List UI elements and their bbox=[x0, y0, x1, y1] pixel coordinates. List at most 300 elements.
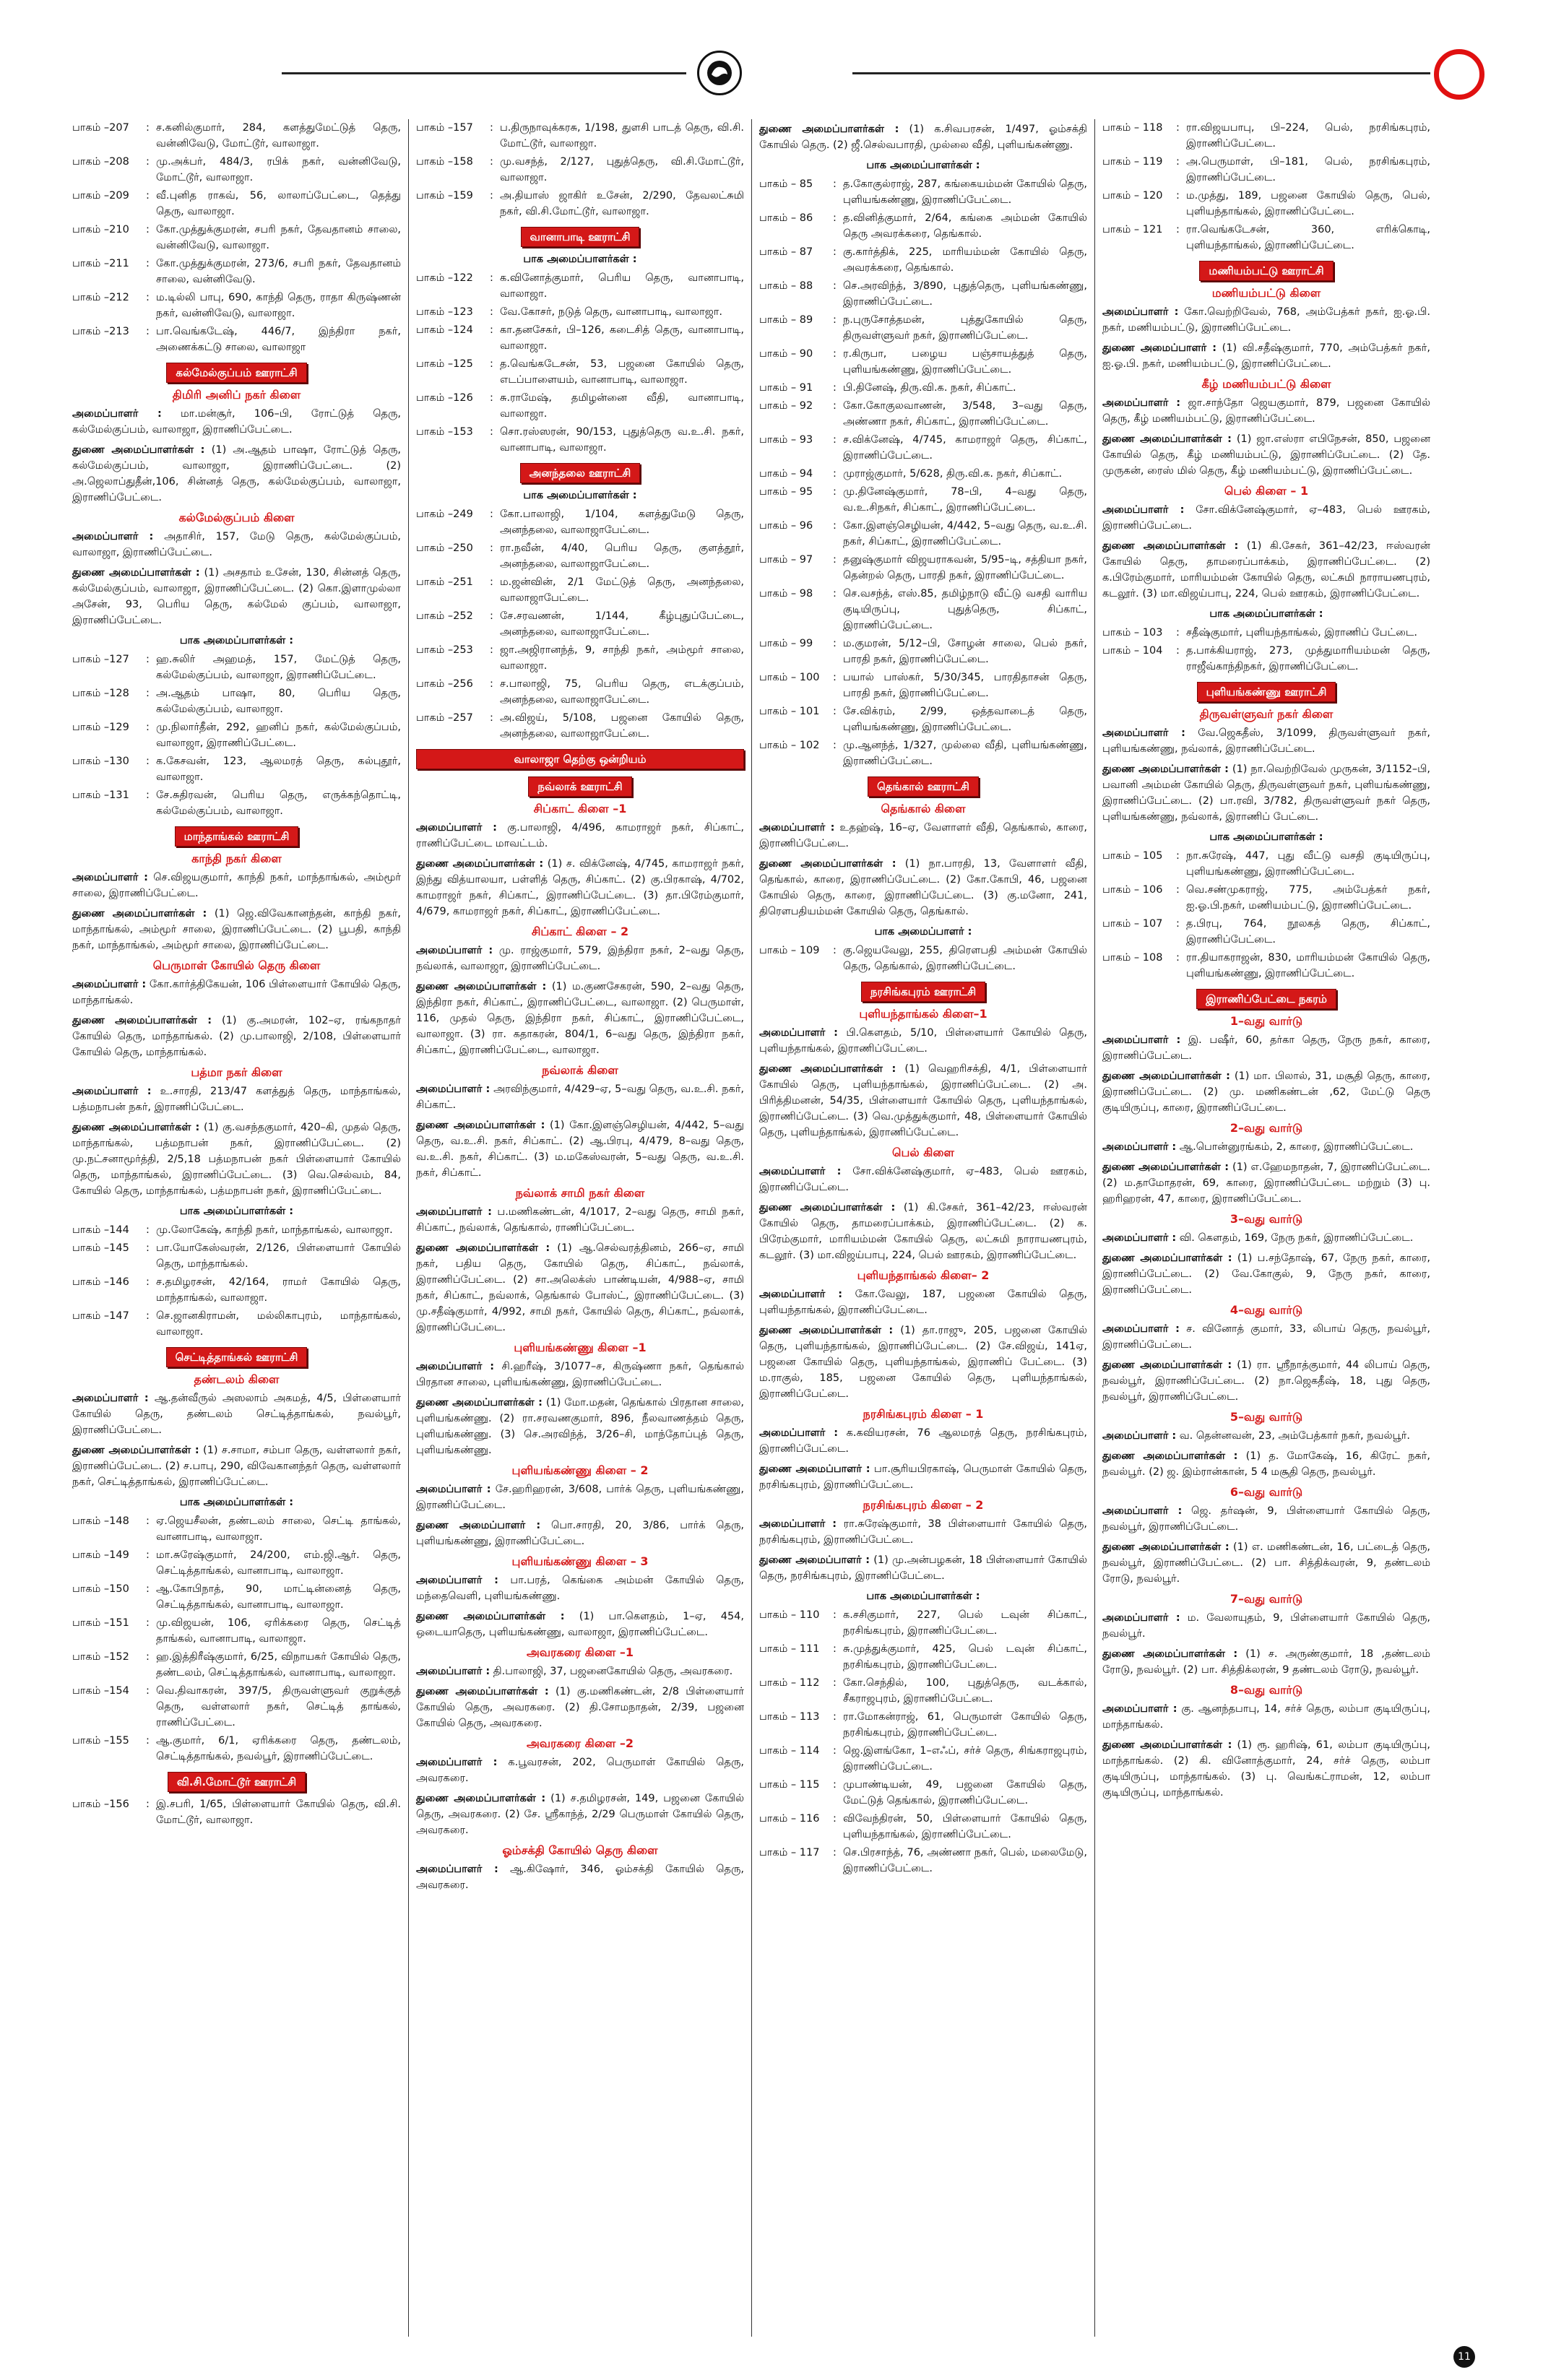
booth-person: ச.தமிழரசன், 42/164, ராமர் கோயில் தெரு, மாந்தாங்கல், வாலாஜா. bbox=[156, 1276, 401, 1304]
branch-heading: 5–வது வார்டு bbox=[1229, 1410, 1303, 1424]
booth-number: பாகம் – 99 bbox=[759, 638, 813, 649]
booth-person: மு.விஜயன், 106, ஏரிக்கரை தெரு, செட்டித் தாங்கல், வானாபாடி, வாலாஜா. bbox=[156, 1617, 401, 1645]
separator: : bbox=[146, 326, 150, 337]
role-details: (1) த. மோகேஷ், 16, கிரேட் நகர், நவல்பூர். (2) ஜ. இம்ரான்கான், 5 4 மசூதி தெரு, நவல்பூர். bbox=[1102, 1450, 1430, 1478]
booth-number: பாகம் –211 bbox=[72, 258, 129, 269]
booth-number: பாகம் – 87 bbox=[759, 246, 813, 258]
branch-heading: நவ்லாக் கிளை bbox=[542, 1063, 618, 1077]
organizer-paragraph bbox=[416, 979, 744, 1058]
separator: : bbox=[146, 1735, 150, 1747]
section-subheading: பாக அமைப்பாளர்கள் : bbox=[1209, 831, 1323, 843]
role-details: வே.ஜெகதீஸ், 3/1099, திருவள்ளுவர் நகர், புளியங்கண்ணு, நவ்லாக், இராணிப்பேட்டை. bbox=[1102, 727, 1431, 755]
role-label: துணை அமைப்பாளர்கள் : bbox=[416, 858, 544, 870]
booth-entry bbox=[759, 312, 1087, 344]
separator: : bbox=[833, 468, 837, 480]
role-details: பொ.சாரதி, 20, 3/86, பார்க் தெரு, புளியங்கண்ணு, இராணிப்பேட்டை. bbox=[416, 1520, 744, 1547]
booth-person: ர.கிருபா, பழைய பஞ்சாயத்துத் தெரு, புளியங்கண்ணு, இராணிப்பேட்டை. bbox=[843, 348, 1087, 376]
role-details: (1) ரா. ஸ்ரீநாத்குமார், 44 லிபாய் தெரு, நவல்பூர், இராணிப்பேட்டை. (2) நா.ஜெகதீஷ், 18, புது தெரு, நவல்பூர், இராணிப்பேட்டை. bbox=[1102, 1359, 1430, 1403]
organizer-paragraph bbox=[416, 1395, 744, 1458]
role-details: கோ.கார்த்திகேயன், 106 பிள்ளையார் கோயில் தெரு, மாந்தாங்கல். bbox=[72, 979, 401, 1006]
organizer-paragraph bbox=[1102, 1159, 1430, 1207]
role-details: ரா.சுரேஷ்குமார், 38 பிள்ளையார் கோயில் தெரு, நரசிங்கபுரம், இராணிப்பேட்டை. bbox=[759, 1518, 1088, 1546]
booth-number: பாகம் –150 bbox=[72, 1583, 129, 1595]
booth-number: பாகம் –253 bbox=[416, 644, 473, 656]
role-label: அமைப்பாளர் : bbox=[416, 1083, 490, 1095]
role-details: (1) நா.வெற்றிவேல் முருகன், 3/1152–பி, பவானி அம்மன் கோயில் தெரு, திருவள்ளுவர் நகர், புளியங்கண்ணு, இராணிப்பேட்டை. (2) பா.ரவி, 3/782, திருவள்ளுவர் நகர் தெரு, புளியங்கண்ணு, நவ்லாக், இராணிப் பேட்டை. bbox=[1102, 763, 1431, 823]
separator: : bbox=[146, 1651, 150, 1663]
booth-number: பாகம் –131 bbox=[72, 789, 129, 801]
panchayat-banner: நரசிங்கபுரம் ஊராட்சி bbox=[861, 982, 985, 1002]
booth-entry bbox=[72, 120, 401, 152]
separator: : bbox=[146, 1549, 150, 1561]
booth-person: ம.குமரன், 5/12–பி, சோழன் சாலை, பெல் நகர், பாரதி நகர், இராணிப்பேட்டை. bbox=[843, 638, 1087, 665]
organizer-paragraph bbox=[759, 1164, 1087, 1195]
booth-person: ஆ.குமார், 6/1, ஏரிக்கரை தெரு, தண்டலம், செட்டித்தாங்கல், நவல்பூர், இராணிப்பேட்டை. bbox=[156, 1735, 401, 1762]
section-subheading: பாக அமைப்பாளர்கள் : bbox=[523, 254, 637, 265]
separator: : bbox=[1176, 627, 1180, 639]
branch-heading: மணியம்பட்டு கிளை bbox=[1211, 286, 1321, 300]
booth-number: பாகம் – 90 bbox=[759, 348, 813, 360]
booth-number: பாகம் – 94 bbox=[759, 468, 813, 480]
booth-person: பி.தினேஷ், திரு.வி.க. நகர், சிப்காட். bbox=[843, 382, 1016, 394]
role-details: மா.மன்சூர், 106–பி, ரோட்டுத் தெரு, கல்மேல்குப்பம், வாலாஜா, இராணிப்பேட்டை. bbox=[72, 408, 401, 436]
role-label: அமைப்பாளர் : bbox=[72, 872, 148, 883]
role-details: உதஹ்ஷ், 16–ஏ, வேளாளர் வீதி, தெங்கால், காரை, இராணிப்பேட்டை. bbox=[759, 822, 1088, 849]
booth-person: சே.சுதிரவன், பெரிய தெரு, எருக்கந்தொட்டி, கல்மேல்குப்பம், வாலாஜா. bbox=[156, 789, 401, 817]
separator: : bbox=[833, 246, 837, 258]
role-label: துணை அமைப்பாளர்கள் : bbox=[1102, 1541, 1229, 1553]
role-label: அமைப்பாளர் : bbox=[759, 1427, 839, 1439]
role-details: வி. கௌதம், 169, நேரு நகர், இராணிப்பேட்டை. bbox=[1179, 1232, 1414, 1244]
role-label: அமைப்பாளர் : bbox=[1102, 397, 1181, 409]
booth-number: பாகம் – 111 bbox=[759, 1643, 820, 1655]
booth-entry bbox=[759, 210, 1087, 242]
role-label: அமைப்பாளர் : bbox=[759, 1289, 843, 1300]
role-details: (1) நா.பாரதி, 13, வேளாளர் வீதி, தெங்கால், காரை, இராணிப்பேட்டை. (2) கோ.கோபி, 46, பஜனை கோயில் தெரு, காரை, இராணிப்பேட்டை. (3) கு.மனோ, 241, திரௌபதியம்மன் கோயில் தெரு, தெங்கால். bbox=[759, 858, 1087, 917]
role-label: அமைப்பாளர் : bbox=[416, 945, 493, 956]
booth-number: பாகம் –250 bbox=[416, 542, 473, 554]
booth-number: பாகம் – 117 bbox=[759, 1847, 820, 1858]
role-label: துணை அமைப்பாளர்கள் : bbox=[1102, 433, 1232, 445]
separator: : bbox=[490, 190, 493, 202]
booth-entry bbox=[759, 518, 1087, 550]
branch-heading: ஓம்சக்தி கோயில் தெரு கிளை bbox=[502, 1843, 658, 1857]
branch-heading: தெங்கால் கிளை bbox=[881, 802, 966, 815]
separator: : bbox=[833, 1677, 837, 1689]
booth-entry bbox=[416, 608, 744, 640]
booth-entry bbox=[759, 1743, 1087, 1775]
separator: : bbox=[490, 610, 493, 622]
booth-number: பாகம் – 101 bbox=[759, 706, 820, 717]
organizer-paragraph bbox=[759, 1516, 1087, 1548]
panchayat-banner: கல்மேல்குப்பம் ஊராட்சி bbox=[166, 363, 306, 383]
section-subheading: பாக அமைப்பாளர்கள் : bbox=[179, 1497, 294, 1508]
booth-person: ம.முத்து, 189, பஜனை கோயில் தெரு, பெல், புளியந்தாங்கல், இராணிப்பேட்டை. bbox=[1186, 190, 1430, 217]
booth-entry bbox=[1102, 625, 1430, 641]
booth-number: பாகம் –145 bbox=[72, 1242, 129, 1254]
role-details: (1) கு.மணிகண்டன், 2/8 பிள்ளையார் கோயில் தெரு, அவரகரை. (2) தி.சோமநாதன், 2/39, பஜனை கோயில் தெரு, அவரகரை. bbox=[416, 1686, 745, 1729]
role-label: அமைப்பாளர் : bbox=[416, 1484, 491, 1495]
booth-entry bbox=[759, 346, 1087, 378]
organizer-paragraph bbox=[72, 529, 401, 561]
separator: : bbox=[490, 712, 493, 724]
booth-number: பாகம் – 103 bbox=[1102, 627, 1163, 639]
role-label: அமைப்பாளர் : bbox=[416, 1575, 498, 1586]
booth-number: பாகம் –210 bbox=[72, 224, 129, 235]
organizer-paragraph bbox=[416, 856, 744, 919]
column-2 bbox=[408, 119, 751, 2337]
booth-person: செ.வசந்த், எஸ்.85, தமிழ்நாடு வீட்டு வசதி வாரிய குடியிருப்பு, புதுத்தெரு, சிப்காட், இராணிப்பேட்டை. bbox=[843, 588, 1087, 631]
role-details: அதாசிர், 157, மேடு தெரு, கல்மேல்குப்பம், வாலாஜா, இராணிப்பேட்டை. bbox=[72, 531, 401, 558]
separator: : bbox=[833, 520, 837, 532]
panchayat-banner: வி.சி.மோட்டூர் ஊராட்சி bbox=[168, 1772, 306, 1792]
booth-person: ம.டில்லி பாபு, 690, காந்தி தெரு, ராதா கிருஷ்ணன் நகர், வன்னிவேடு, வாலாஜா. bbox=[156, 292, 401, 319]
booth-number: பாகம் –151 bbox=[72, 1617, 129, 1629]
booth-person: மா.சுரேஷ்குமார், 24/200, எம்.ஜி.ஆர். தெரு, செட்டித்தாங்கல், வானாபாடி, வாலாஜா. bbox=[156, 1549, 401, 1577]
separator: : bbox=[1176, 884, 1180, 896]
role-details: (1) ஜெ.விவேகானந்தன், காந்தி நகர், மாந்தாங்கல், அம்மூர் சாலை, இராணிப்பேட்டை. (2) பூபதி, காந்தி நகர், மாந்தாங்கல், அம்மூர் சாலை, இராணிப்பேட்டை. bbox=[72, 908, 401, 951]
organizer-paragraph bbox=[1102, 340, 1430, 372]
role-details: (1) வெஹரிசக்தி, 4/1, பிள்ளையார் கோயில் தெரு, புளியந்தாங்கல், இராணிப்பேட்டை. (2) அ. பிரித்திமனன், 54/35, பிள்ளையார் கோயில் தெரு, புளியந்தாங்கல், இராணிப்பேட்டை. (3) வெ.முத்துக்குமார், 48, பிள்ளையார் கோயில் தெரு, புளியந்தாங்கல், இராணிப்பேட்டை. bbox=[759, 1063, 1087, 1138]
panchayat-banner: அனந்தலை ஊராட்சி bbox=[520, 463, 641, 483]
role-label: துணை அமைப்பாளர்கள் : bbox=[416, 1793, 546, 1804]
booth-number: பாகம் –157 bbox=[416, 122, 473, 134]
separator: : bbox=[146, 1276, 150, 1288]
separator: : bbox=[833, 434, 837, 446]
role-details: (1) கி.சேகர், 361–42/23, ஈஸ்வரன் கோயில் தெரு, தாமரைப்பாக்கம், இராணிப்பேட்டை. (2) க. பிரேம்குமார், மாரியம்மன் கோயில் தெரு, லட்சுமி நாராயணபுரம், கடலூர். (3) மா.விஜய்பாபு, 224, பெல் ஊரகம், இராணிப்பேட்டை. bbox=[759, 1202, 1087, 1261]
role-details: (1) வி.சதீஷ்குமார், 770, அம்பேத்கர் நகர், ஐ.ஓ.பி. நகர், மணியம்பட்டு, இராணிப்பேட்டை. bbox=[1102, 342, 1430, 370]
booth-number: பாகம் – 107 bbox=[1102, 918, 1163, 930]
role-label: துணை அமைப்பாளர்கள் : bbox=[416, 1611, 565, 1622]
role-details: க.கவியரசன், 76 ஆலமரத் தெரு, நரசிங்கபுரம், இராணிப்பேட்டை. bbox=[759, 1427, 1088, 1455]
separator: : bbox=[833, 554, 837, 566]
booth-entry bbox=[416, 540, 744, 572]
booth-number: பாகம் –209 bbox=[72, 190, 129, 202]
booth-entry bbox=[72, 256, 401, 287]
booth-number: பாகம் –257 bbox=[416, 712, 473, 724]
separator: : bbox=[833, 280, 837, 292]
organizer-paragraph bbox=[72, 1390, 401, 1438]
role-label: துணை அமைப்பாளர்கள் : bbox=[72, 1122, 200, 1133]
organizer-paragraph bbox=[1102, 1610, 1430, 1642]
separator: : bbox=[1176, 918, 1180, 930]
booth-person: வெ.சண்முகராஜ், 775, அம்பேத்கர் நகர், ஐ.ஓ.பி.நகர், மணியம்பட்டு, இராணிப்பேட்டை. bbox=[1186, 884, 1430, 912]
booth-number: பாகம் – 115 bbox=[759, 1779, 820, 1791]
panchayat-banner: மாந்தாங்கல் ஊராட்சி bbox=[175, 826, 299, 847]
booth-entry bbox=[416, 424, 744, 456]
organizer-paragraph bbox=[416, 1240, 744, 1336]
booth-number: பாகம் – 104 bbox=[1102, 645, 1163, 657]
booth-number: பாகம் – 91 bbox=[759, 382, 813, 394]
separator: : bbox=[1176, 224, 1180, 235]
separator: : bbox=[146, 1224, 150, 1236]
panchayat-banner: வானாபாடி ஊராட்சி bbox=[521, 227, 640, 247]
role-details: சி.ஹரீஷ், 3/1077–ச, கிருஷ்ணா நகர், தெங்கால் பிரதான சாலை, புளியங்கண்ணு, இராணிப்பேட்டை. bbox=[416, 1361, 744, 1388]
role-details: ஜா.சாந்தோ ஜெயகுமார், 879, பஜனை கோயில் தெரு, கீழ் மணியம்பட்டு, இராணிப்பேட்டை. bbox=[1102, 397, 1431, 425]
role-label: அமைப்பாளர் : bbox=[1102, 1430, 1177, 1442]
role-details: (1) கி.சேகர், 361–42/23, ஈஸ்வரன் கோயில் தெரு, தாமரைப்பாக்கம், இராணிப்பேட்டை. (2) க.பிரேம்குமார், மாரியம்மன் கோயில் தெரு, லட்சுமி நாராயணபுரம், கடலூர். (3) மா.விஜய்பாபு, 224, பெல் ஊரகம், இராணிப்பேட்டை. bbox=[1102, 540, 1430, 600]
booth-person: ஹ.இத்திரீஷ்குமார், 6/25, விநாயகர் கோயில் தெரு, தண்டலம், செட்டித்தாங்கல், வானாபாடி, வாலாஜா. bbox=[156, 1651, 401, 1679]
section-subheading: பாக அமைப்பாளர்கள் : bbox=[1209, 608, 1323, 620]
booth-person: த.வினித்குமார், 2/64, கங்கை அம்மன் கோயில் தெரு அவரக்கரை, தெங்கால். bbox=[843, 212, 1087, 240]
role-details: (1) எ. மணிகண்டன், 16, பட்டைத் தெரு, நவல்பூர், இராணிப்பேட்டை. (2) பா. சித்திக்வரன், 9, தண்டலம் ரோடு, நவல்பூர். bbox=[1102, 1541, 1430, 1585]
booth-number: பாகம் – 112 bbox=[759, 1677, 820, 1689]
booth-number: பாகம் – 86 bbox=[759, 212, 813, 224]
booth-entry bbox=[416, 270, 744, 302]
booth-entry bbox=[1102, 188, 1430, 220]
role-label: அமைப்பாளர் : bbox=[416, 1206, 492, 1218]
separator: : bbox=[1176, 645, 1180, 657]
booth-number: பாகம் –148 bbox=[72, 1515, 129, 1527]
separator: : bbox=[146, 122, 150, 134]
booth-person: ஹ.சுலிர் அஹமத், 157, மேட்டுத் தெரு, கல்மேல்குப்பம், வாலாஜா, இராணிப்பேட்டை. bbox=[156, 654, 401, 681]
booth-person: அ.விஜய், 5/108, பஜனை கோயில் தெரு, அனந்தலை, வாலாஜாபேட்டை. bbox=[500, 712, 744, 740]
separator: : bbox=[146, 756, 150, 767]
separator: : bbox=[146, 258, 150, 269]
organizer-paragraph bbox=[416, 1204, 744, 1236]
role-details: கு. ஆனந்தபாபு, 14, சர்ச் தெரு, லம்பா குடியிருப்பு, மாந்தாங்கல். bbox=[1102, 1703, 1431, 1731]
separator: : bbox=[833, 400, 837, 412]
role-details: (1) தா.ராஜு, 205, பஜனை கோயில் தெரு, புளியந்தாங்கல், இராணிப்பேட்டை. (2) சே.விஜய், 141ஏ, பஜனை கோயில் தெரு, புளியந்தாங்கல், இராணிப் பேட்டை. (3) ம.ராகுல், 185, பஜனை கோயில் தெரு, புளியந்தாங்கல், இராணிப்பேட்டை. bbox=[759, 1325, 1087, 1400]
booth-entry bbox=[72, 787, 401, 819]
role-details: ஆ.தன்வீருல் அஸலாம் அகமத், 4/5, பிள்ளையார் கோயில் தெரு, தண்டலம் செட்டித்தாங்கல், நவல்பூர், இராணிப்பேட்டை. bbox=[72, 1393, 402, 1436]
organizer-paragraph bbox=[1102, 395, 1430, 427]
role-label: துணை அமைப்பாளர்கள் : bbox=[416, 1397, 543, 1408]
role-details: கோ.வேலு, 187, பஜனை கோயில் தெரு, புளியந்தாங்கல், இராணிப்பேட்டை. bbox=[759, 1289, 1088, 1316]
booth-number: பாகம் –212 bbox=[72, 292, 129, 303]
booth-entry bbox=[416, 642, 744, 674]
role-details: அரவிந்குமார், 4/429–ஏ, 5–வது தெரு, வ.உ.சி. நகர், சிப்காட். bbox=[416, 1083, 745, 1111]
booth-number: பாகம் –122 bbox=[416, 272, 473, 284]
separator: : bbox=[146, 1617, 150, 1629]
separator: : bbox=[146, 1310, 150, 1322]
organizer-paragraph bbox=[1102, 761, 1430, 825]
booth-number: பாகம் –126 bbox=[416, 392, 473, 404]
role-label: அமைப்பாளர் : bbox=[72, 531, 154, 542]
booth-number: பாகம் – 85 bbox=[759, 178, 813, 190]
role-details: பா.பரத், கெங்கை அம்மன் கோயில் தெரு, மந்தைவெளி, புளியங்கண்ணு. bbox=[416, 1575, 745, 1602]
organizer-paragraph bbox=[1102, 1539, 1430, 1587]
organizer-paragraph bbox=[1102, 538, 1430, 602]
booth-person: ந.புருசோத்தமன், புத்துகோயில் தெரு, திருவள்ளுவர் நகர், இராணிப்பேட்டை. bbox=[843, 314, 1087, 342]
booth-person: அ.தியாஸ் ஜாகிர் உசேன், 2/290, தேவலட்சுமி நகர், வி.சி.மோட்டூர், வாலாஜா. bbox=[500, 190, 744, 217]
role-details: (1) மு.அன்பழகன், 18 பிள்ளையார் கோயில் தெரு, நரசிங்கபுரம், இராணிப்பேட்டை. bbox=[759, 1554, 1087, 1582]
separator: : bbox=[833, 1609, 837, 1621]
role-label: துணை அமைப்பாளர்கள் : bbox=[1102, 1648, 1238, 1660]
booth-entry bbox=[72, 1240, 401, 1272]
role-details: (1) மோ.மதன், தெங்கால் பிரதான சாலை, புளியங்கண்ணு. (2) ரா.சரவணகுமார், 896, நீலவாணத்தம் தெரு, புளியங்கண்ணு. (3) செ.அரவிந்த், 3/26–சி, மாந்தோப்புத் தெரு, புளியங்கண்ணு. bbox=[416, 1397, 745, 1456]
organizer-paragraph bbox=[759, 121, 1087, 153]
role-label: துணை அமைப்பாளர்கள் : bbox=[1102, 1070, 1230, 1082]
organizer-paragraph bbox=[1102, 1250, 1430, 1298]
organizer-paragraph bbox=[72, 442, 401, 506]
role-label: துணை அமைப்பாளர்கள் : bbox=[72, 1445, 199, 1456]
branch-heading: புளியந்தாங்கல் கிளை– 2 bbox=[857, 1268, 990, 1282]
booth-person: சு.முத்துக்குமார், 425, பெல் டவுன் சிப்காட், நரசிங்கபுரம், இராணிப்பேட்டை. bbox=[843, 1643, 1087, 1671]
booth-entry bbox=[416, 710, 744, 742]
organizer-paragraph bbox=[759, 1552, 1087, 1584]
role-label: அமைப்பாளர் : bbox=[759, 1027, 838, 1039]
role-label: அமைப்பாளர் : bbox=[759, 822, 835, 834]
booth-person: மு.வசந்த், 2/127, புதுத்தெரு, வி.சி.மோட்டூர், வாலாஜா. bbox=[500, 156, 744, 183]
role-details: இ. பஷீர், 60, தர்கா தெரு, நேரு நகர், காரை, இராணிப்பேட்டை. bbox=[1102, 1034, 1431, 1062]
separator: : bbox=[1176, 952, 1180, 964]
role-details: சோ.விக்னேஷ்குமார், ஏ–483, பெல் ஊரகம், இராணிப்பேட்டை. bbox=[759, 1166, 1088, 1193]
booth-number: பாகம் – 105 bbox=[1102, 850, 1163, 862]
booth-number: பாகம் – 120 bbox=[1102, 190, 1163, 202]
booth-entry bbox=[72, 1683, 401, 1731]
booth-person: கோ.கோகுலவாணன், 3/548, 3–வது தெரு, அண்ணா நகர், சிப்காட், இராணிப்பேட்டை. bbox=[843, 400, 1087, 428]
booth-entry bbox=[759, 552, 1087, 584]
booth-person: சே.விக்ரம், 2/99, ஒத்தவாடைத் தெரு, புளியங்கண்ணு, இராணிப்பேட்டை. bbox=[843, 706, 1087, 733]
panchayat-banner: நவ்லாக் ஊராட்சி bbox=[528, 776, 631, 797]
booth-number: பாகம் –251 bbox=[416, 576, 473, 588]
role-details: (1) கோ.இளஞ்செழியன், 4/442, 5–வது தெரு, வ.உ.சி. நகர், சிப்காட். (2) ஆ.பிரபு, 4/479, 8–வது தெரு, வ.உ.சி. நகர், சிப்காட். (3) ம.மகேஸ்வரன், 5–வது தெரு, வ.உ.சி. நகர், சிப்காட். bbox=[416, 1120, 744, 1179]
organizer-paragraph bbox=[1102, 1701, 1430, 1733]
booth-entry bbox=[759, 1777, 1087, 1809]
role-details: ச. வினோத் குமார், 33, லிபாய் தெரு, நவல்பூர், இராணிப்பேட்டை. bbox=[1102, 1323, 1430, 1351]
booth-number: பாகம் –249 bbox=[416, 509, 473, 520]
page-number: 11 bbox=[1453, 2346, 1475, 2368]
branch-heading: தண்டலம் கிளை bbox=[194, 1372, 280, 1386]
booth-entry bbox=[416, 322, 744, 354]
role-label: துணை அமைப்பாளர்கள் : bbox=[1102, 1252, 1232, 1264]
header-rule-left bbox=[282, 72, 686, 74]
branch-heading: திருவள்ளுவர் நகர் கிளை bbox=[1199, 707, 1334, 721]
role-label: துணை அமைப்பாளர்கள் : bbox=[1102, 1739, 1232, 1751]
booth-entry bbox=[759, 432, 1087, 464]
separator: : bbox=[833, 382, 837, 394]
booth-number: பாகம் –124 bbox=[416, 324, 473, 336]
branch-heading: அவரகரை கிளை –2 bbox=[527, 1736, 634, 1750]
booth-person: மு.அக்பர், 484/3, ரபிக் நகர், வன்னிவேடு, மோட்டூர், வாலாஜா. bbox=[156, 156, 401, 183]
role-label: அமைப்பாளர் : bbox=[1102, 1703, 1177, 1715]
organizer-paragraph bbox=[416, 1791, 744, 1838]
booth-entry bbox=[1102, 882, 1430, 914]
separator: : bbox=[146, 292, 150, 303]
separator: : bbox=[490, 306, 493, 318]
booth-person: கோ.செந்தில், 100, புதுத்தெரு, வடக்கால், சீகராஜபுரம், இராணிப்பேட்டை. bbox=[843, 1677, 1087, 1705]
booth-person: த.பிரபு, 764, நூலகத் தெரு, சிப்காட், இராணிப்பேட்டை. bbox=[1186, 918, 1430, 945]
booth-number: பாகம் – 106 bbox=[1102, 884, 1163, 896]
organizer-paragraph bbox=[72, 1083, 401, 1115]
separator: : bbox=[1176, 122, 1180, 134]
booth-entry bbox=[72, 652, 401, 683]
role-details: கோ.வெற்றிவேல், 768, அம்பேத்கர் நகர், ஐ.ஓ.பி. நகர், மணியம்பட்டு, இராணிப்பேட்டை. bbox=[1102, 306, 1430, 334]
booth-person: ஏ.ஜெயசீலன், தண்டலம் சாலை, செட்டி தாங்கல், வானாபாடி, வாலாஜா. bbox=[156, 1515, 401, 1543]
role-label: அமைப்பாளர் : bbox=[1102, 504, 1185, 516]
organizer-paragraph bbox=[759, 1061, 1087, 1141]
separator: : bbox=[833, 212, 837, 224]
booth-number: பாகம் –213 bbox=[72, 326, 129, 337]
booth-entry bbox=[759, 943, 1087, 974]
booth-person: சே.சரவணன், 1/144, கீழ்புதுப்பேட்டை, அனந்தலை, வாலாஜாபேட்டை. bbox=[500, 610, 744, 638]
booth-number: பாகம் – 102 bbox=[759, 740, 820, 751]
role-details: (1) ச.தமிழரசன், 149, பஜனை கோயில் தெரு, அவரகரை. (2) சே. ஸ்ரீகாந்த், 2/29 பெருமாள் கோயில் தெரு, அவரகரை. bbox=[416, 1793, 744, 1836]
separator: : bbox=[490, 358, 493, 370]
branch-heading: அவரகரை கிளை –1 bbox=[527, 1645, 634, 1659]
section-subheading: பாக அமைப்பாளர்கள் : bbox=[523, 490, 637, 501]
branch-heading: 6–வது வார்டு bbox=[1229, 1485, 1303, 1499]
organizer-paragraph bbox=[416, 1117, 744, 1181]
booth-entry bbox=[72, 685, 401, 717]
organizer-paragraph bbox=[72, 406, 401, 438]
booth-number: பாகம் – 114 bbox=[759, 1745, 820, 1757]
separator: : bbox=[1176, 156, 1180, 168]
section-subheading: பாக அமைப்பாளர் : bbox=[874, 926, 972, 938]
organizer-paragraph bbox=[72, 1120, 401, 1199]
booth-person: த.கோகுல்ராஜ், 287, கங்கையம்மன் கோயில் தெரு, புளியங்கண்ணு, இராணிப்பேட்டை. bbox=[843, 178, 1087, 206]
role-label: துணை அமைப்பாளர் : bbox=[416, 1520, 541, 1531]
role-label: அமைப்பாளர் : bbox=[1102, 1232, 1177, 1244]
booth-entry bbox=[759, 1675, 1087, 1707]
column-1 bbox=[65, 119, 408, 2337]
separator: : bbox=[146, 654, 150, 665]
booth-person: முராஜ்குமார், 5/628, திரு.வி.க. நகர், சிப்காட். bbox=[843, 468, 1063, 480]
role-label: துணை அமைப்பாளர்கள் : bbox=[1102, 763, 1229, 775]
separator: : bbox=[146, 1515, 150, 1527]
branch-heading: 1–வது வார்டு bbox=[1229, 1014, 1303, 1028]
panchayat-banner: இராணிப்பேட்டை நகரம் bbox=[1196, 989, 1336, 1009]
organizer-paragraph bbox=[416, 1481, 744, 1513]
booth-person: மு.லோகேஷ், காந்தி நகர், மாந்தாங்கல், வாலாஜா. bbox=[156, 1224, 393, 1236]
separator: : bbox=[833, 1745, 837, 1757]
role-label: அமைப்பாளர் : bbox=[759, 1518, 837, 1530]
booth-entry bbox=[1102, 950, 1430, 982]
branch-heading: புளியந்தாங்கல் கிளை–1 bbox=[859, 1007, 987, 1021]
role-label: அமைப்பாளர் : bbox=[759, 1166, 842, 1177]
role-label: அமைப்பாளர் : bbox=[416, 822, 497, 834]
booth-person: ரா.வெங்கடேசன், 360, எரிக்கொடி, புளியந்தாங்கல், இராணிப்பேட்டை. bbox=[1186, 224, 1430, 251]
separator: : bbox=[1176, 190, 1180, 202]
booth-entry bbox=[72, 1796, 401, 1828]
role-label: அமைப்பாளர் : bbox=[72, 979, 147, 990]
branch-heading: காந்தி நகர் கிளை bbox=[191, 852, 282, 865]
role-label: துணை அமைப்பாளர் : bbox=[1102, 342, 1217, 354]
separator: : bbox=[146, 1583, 150, 1595]
organizer-paragraph bbox=[1102, 1139, 1430, 1155]
booth-person: மு.நிலார்தீன், 292, ஹனிப் நகர், கல்மேல்குப்பம், வாலாஜா, இராணிப்பேட்டை. bbox=[156, 722, 401, 749]
role-label: துணை அமைப்பாளர்கள் : bbox=[759, 1063, 896, 1075]
role-details: (1) ரூ. ஹரிஷ், 61, லம்பா குடியிருப்பு, மாந்தாங்கல். (2) கி. வினோத்குமார், 24, சர்ச் தெரு, லம்பா குடியிருப்பு, மாந்தாங்கல். (3) பு. வெங்கட்ராமன், 12, லம்பா குடியிருப்பு, மாந்தாங்கல். bbox=[1102, 1739, 1430, 1799]
role-details: (1) மா. பிலால், 31, மசூதி தெரு, காரை, இராணிப்பேட்டை. (2) மு. மணிகண்டன் ,62, மேட்டு தெரு குடியிருப்பு, காரை, இராணிப்பேட்டை. bbox=[1102, 1070, 1431, 1114]
booth-number: பாகம் – 96 bbox=[759, 520, 813, 532]
role-details: (1) கு.அமரன், 102–ஏ, ரங்கநாதர் கோயில் தெரு, மாந்தாங்கல். (2) மு.பாலாஜி, 2/108, பிள்ளையார் கோயில் தெரு, மாந்தாங்கல். bbox=[72, 1015, 401, 1058]
booth-number: பாகம் –129 bbox=[72, 722, 129, 733]
role-details: (1) அ.ஆதம் பாஷா, ரோட்டுத் தெரு, கல்மேல்குப்பம், வாலாஜா, இராணிப்பேட்டை. (2) அ.ஜெலாப்துதீன்,106, சின்னத் தெரு, கல்மேல்குப்பம், வாலாஜா, இராணிப்பேட்டை. bbox=[72, 444, 402, 503]
booth-number: பாகம் –123 bbox=[416, 306, 473, 318]
booth-person: க.வினோத்குமார், பெரிய தெரு, வானாபாடி, வாலாஜா. bbox=[500, 272, 744, 300]
organizer-paragraph bbox=[1102, 1503, 1430, 1535]
booth-person: செ.அரவிந்த், 3/890, புதுத்தெரு, புளியங்கண்ணு, இராணிப்பேட்டை. bbox=[843, 280, 1087, 308]
role-label: துணை அமைப்பாளர் : bbox=[759, 1554, 870, 1566]
separator: : bbox=[833, 178, 837, 190]
role-details: (1) ச. அருண்குமார், 18 ,தண்டலம் ரோடு, நவல்பூர். (2) பா. சித்திக்லரன், 9 தண்டலம் ரோடு, நவல்பூர். bbox=[1102, 1648, 1431, 1676]
role-details: ஆ.கிஷோர், 346, ஓம்சக்தி கோயில் தெரு, அவரகரை. bbox=[416, 1864, 745, 1891]
role-label: அமைப்பாளர் : bbox=[416, 1361, 495, 1372]
section-subheading: பாக அமைப்பாளர்கள் : bbox=[866, 1591, 980, 1602]
branch-heading: பெல் கிளை – 1 bbox=[1224, 484, 1309, 498]
separator: : bbox=[490, 156, 493, 168]
booth-person: ஆ.கோபிநாத், 90, மாட்டின்னைத் தெரு, செட்டித்தாங்கல், வானாபாடி, வாலாஜா. bbox=[156, 1583, 401, 1611]
role-label: அமைப்பாளர் : bbox=[72, 408, 162, 420]
booth-person: ரா.விஜயபாபு, பி–224, பெல், நரசிங்கபுரம், இராணிப்பேட்டை. bbox=[1186, 122, 1430, 150]
role-label: அமைப்பாளர் : bbox=[1102, 727, 1185, 739]
booth-person: ச.விக்னேஷ், 4/745, காமராஜர் தெரு, சிப்காட், இராணிப்பேட்டை. bbox=[843, 434, 1087, 462]
organizer-paragraph bbox=[1102, 1428, 1430, 1444]
page-header bbox=[0, 0, 1543, 123]
role-label: துணை அமைப்பாளர் : bbox=[759, 1463, 870, 1475]
